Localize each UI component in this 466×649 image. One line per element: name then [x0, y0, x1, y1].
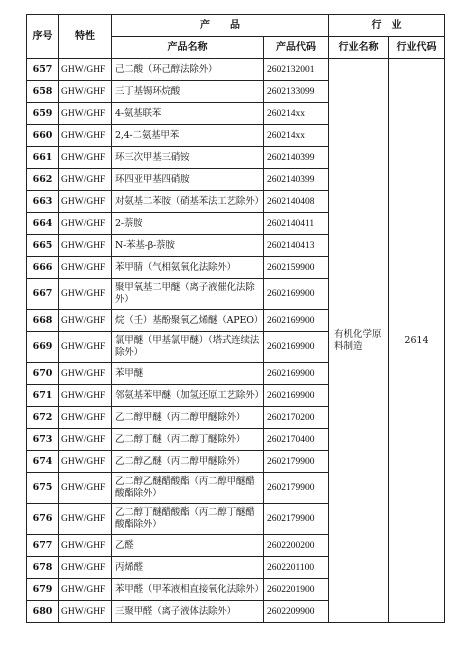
header-industry-code: 行业代码	[389, 37, 445, 59]
row-product-name: 乙二醇乙醚（丙二醇甲醚除外）	[112, 451, 264, 473]
row-property: GHW/GHF	[59, 257, 112, 279]
row-seq: 662	[27, 169, 59, 191]
row-product-name: 2-萘胺	[112, 213, 264, 235]
row-seq: 669	[27, 332, 59, 363]
row-product-name: 乙二醇丁醚（丙二醇丁醚除外）	[112, 429, 264, 451]
row-product-code: 2602209900	[264, 601, 329, 623]
row-product-code: 2602169900	[264, 332, 329, 363]
row-property: GHW/GHF	[59, 279, 112, 310]
row-product-code: 2602179900	[264, 451, 329, 473]
row-product-name: 2,4-二氨基甲苯	[112, 125, 264, 147]
row-product-name: 烷（壬）基酚聚氧乙烯醚（APEO）	[112, 310, 264, 332]
row-product-code: 2602200200	[264, 535, 329, 557]
row-seq: 678	[27, 557, 59, 579]
row-seq: 679	[27, 579, 59, 601]
row-property: GHW/GHF	[59, 332, 112, 363]
row-seq: 659	[27, 103, 59, 125]
row-property: GHW/GHF	[59, 125, 112, 147]
table-body	[27, 59, 445, 623]
row-property: GHW/GHF	[59, 310, 112, 332]
row-property: GHW/GHF	[59, 363, 112, 385]
row-product-code: 2602140399	[264, 147, 329, 169]
row-seq: 666	[27, 257, 59, 279]
row-seq: 672	[27, 407, 59, 429]
row-product-code: 2602169900	[264, 310, 329, 332]
row-product-code: 2602179900	[264, 473, 329, 504]
row-product-name: 乙醛	[112, 535, 264, 557]
row-product-code: 2602169900	[264, 363, 329, 385]
row-seq: 664	[27, 213, 59, 235]
row-property: GHW/GHF	[59, 504, 112, 535]
row-product-name: 苯甲醛（甲苯液相直接氧化法除外）	[112, 579, 264, 601]
row-seq: 658	[27, 81, 59, 103]
row-property: GHW/GHF	[59, 81, 112, 103]
row-seq: 677	[27, 535, 59, 557]
row-product-name: 三聚甲醛（离子液体法除外）	[112, 601, 264, 623]
header-product-group: 产 品	[112, 15, 329, 37]
row-seq: 674	[27, 451, 59, 473]
row-seq: 661	[27, 147, 59, 169]
row-product-code: 2602140411	[264, 213, 329, 235]
row-seq: 665	[27, 235, 59, 257]
row-seq: 660	[27, 125, 59, 147]
header-row-top	[27, 15, 445, 37]
row-seq: 676	[27, 504, 59, 535]
row-product-name: 环四亚甲基四硝胺	[112, 169, 264, 191]
row-product-code: 2602132001	[264, 59, 329, 81]
row-product-code: 260214xx	[264, 125, 329, 147]
header-product-code: 产品代码	[264, 37, 329, 59]
row-seq: 680	[27, 601, 59, 623]
row-seq: 667	[27, 279, 59, 310]
header-product-name: 产品名称	[112, 37, 264, 59]
row-property: GHW/GHF	[59, 473, 112, 504]
row-seq: 675	[27, 473, 59, 504]
row-product-name: 乙二醇乙醚醋酸酯（丙二醇甲醚醋酸酯除外）	[112, 473, 264, 504]
row-property: GHW/GHF	[59, 579, 112, 601]
row-property: GHW/GHF	[59, 147, 112, 169]
industry-name-cell: 有机化学原料制造	[329, 59, 389, 623]
table-row	[27, 59, 445, 81]
row-product-name: 三丁基锡环烷酸	[112, 81, 264, 103]
row-product-name: 乙二醇甲醚（丙二醇甲醚除外）	[112, 407, 264, 429]
row-property: GHW/GHF	[59, 601, 112, 623]
row-product-code: 2602170400	[264, 429, 329, 451]
row-product-name: 4-氨基联苯	[112, 103, 264, 125]
header-seq: 序号	[27, 15, 59, 59]
product-table	[26, 14, 445, 623]
row-product-name: 邻氨基苯甲醚（加氢还原工艺除外）	[112, 385, 264, 407]
row-property: GHW/GHF	[59, 59, 112, 81]
row-product-code: 2602201100	[264, 557, 329, 579]
row-product-code: 2602170200	[264, 407, 329, 429]
row-property: GHW/GHF	[59, 407, 112, 429]
row-property: GHW/GHF	[59, 191, 112, 213]
row-property: GHW/GHF	[59, 535, 112, 557]
row-seq: 668	[27, 310, 59, 332]
row-product-name: 乙二醇丁醚醋酸酯（丙二醇丁醚醋酸酯除外）	[112, 504, 264, 535]
row-product-name: 丙烯醛	[112, 557, 264, 579]
row-product-code: 260214xx	[264, 103, 329, 125]
row-product-code: 2602140399	[264, 169, 329, 191]
row-property: GHW/GHF	[59, 385, 112, 407]
row-product-name: 环三次甲基三硝铵	[112, 147, 264, 169]
row-property: GHW/GHF	[59, 451, 112, 473]
header-industry-name: 行业名称	[329, 37, 389, 59]
row-product-name: 对氨基二苯胺（硝基苯法工艺除外）	[112, 191, 264, 213]
industry-code-cell: 2614	[389, 59, 445, 623]
row-property: GHW/GHF	[59, 169, 112, 191]
row-product-name: N-苯基-β-萘胺	[112, 235, 264, 257]
row-product-code: 2602140413	[264, 235, 329, 257]
row-product-name: 己二酸（环己醇法除外）	[112, 59, 264, 81]
row-property: GHW/GHF	[59, 429, 112, 451]
header-industry-group: 行 业	[329, 15, 445, 37]
row-seq: 673	[27, 429, 59, 451]
row-seq: 663	[27, 191, 59, 213]
row-product-name: 苯甲醚	[112, 363, 264, 385]
row-property: GHW/GHF	[59, 557, 112, 579]
row-product-code: 2602133099	[264, 81, 329, 103]
row-product-name: 苯甲腈（气相氨氧化法除外）	[112, 257, 264, 279]
row-property: GHW/GHF	[59, 213, 112, 235]
row-property: GHW/GHF	[59, 235, 112, 257]
row-seq: 671	[27, 385, 59, 407]
row-property: GHW/GHF	[59, 103, 112, 125]
row-product-code: 2602140408	[264, 191, 329, 213]
row-product-code: 2602169900	[264, 279, 329, 310]
row-product-code: 2602169900	[264, 385, 329, 407]
row-seq: 670	[27, 363, 59, 385]
row-seq: 657	[27, 59, 59, 81]
row-product-code: 2602179900	[264, 504, 329, 535]
row-product-name: 聚甲氧基二甲醚（离子液催化法除外）	[112, 279, 264, 310]
row-product-code: 2602159900	[264, 257, 329, 279]
row-product-name: 氯甲醚（甲基氯甲醚）（塔式连续法除外）	[112, 332, 264, 363]
header-property: 特性	[59, 15, 112, 59]
row-product-code: 2602201900	[264, 579, 329, 601]
